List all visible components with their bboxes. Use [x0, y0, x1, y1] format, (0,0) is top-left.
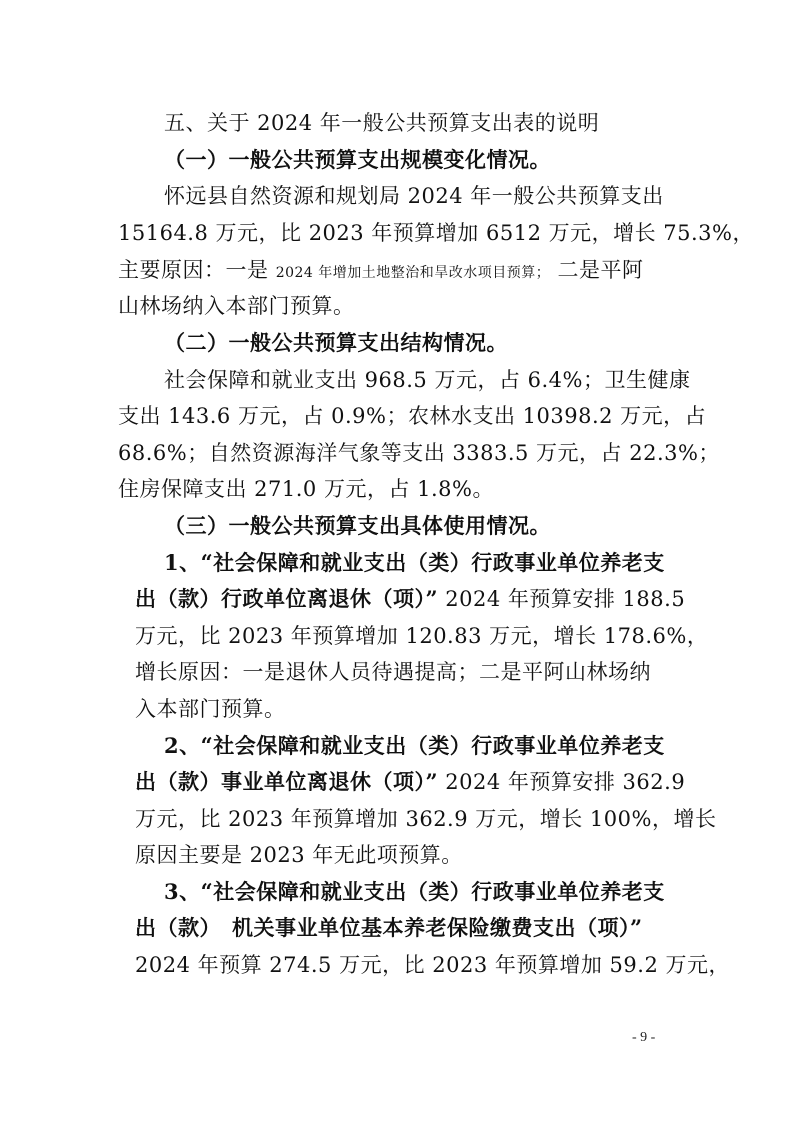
part2-line-1: 社会保障和就业支出 968.5 万元，占 6.4%；卫生健康 [164, 368, 691, 392]
item1-line-2 [135, 584, 685, 614]
item1-line-5: 入本部门预算。 [135, 697, 286, 721]
part1-line-3-a: 主要原因：一是 [118, 258, 269, 282]
part1-line-2: 15164.8 万元，比 2023 年预算增加 6512 万元，增长 75.3%， [118, 221, 754, 245]
part1-line-4: 山林场纳入本部门预算。 [118, 294, 355, 318]
item1-line-1: 1、“社会保障和就业支出（类）行政事业单位养老支 [164, 550, 665, 575]
page-number: - 9 - [632, 1030, 656, 1045]
part2-line-2: 支出 143.6 万元，占 0.9%；农林水支出 10398.2 万元，占 [118, 404, 707, 428]
item2-line-2 [135, 767, 685, 797]
item2-line-2-rest: 2024 年预算安排 362.9 [445, 770, 686, 794]
item1-line-2-bold: 出（款）行政单位离退休（项）” [135, 586, 439, 611]
part2-line-3: 68.6%；自然资源海洋气象等支出 3383.5 万元，占 22.3%； [118, 441, 720, 465]
item1-line-4: 增长原因：一是退休人员待遇提高；二是平阿山林场纳 [135, 660, 651, 684]
item2-line-4: 原因主要是 2023 年无此项预算。 [135, 843, 463, 867]
item3-line-2: 出（款） 机关事业单位基本养老保险缴费支出（项）” [135, 915, 643, 940]
item3-line-1: 3、“社会保障和就业支出（类）行政事业单位养老支 [164, 879, 665, 904]
part1-heading: （一）一般公共预算支出规模变化情况。 [164, 147, 551, 172]
item3-line-3: 2024 年预算 274.5 万元，比 2023 年预算增加 59.2 万元， [135, 953, 730, 977]
part2-heading: （二）一般公共预算支出结构情况。 [164, 330, 508, 355]
section-title: 五、关于 2024 年一般公共预算支出表的说明 [164, 111, 600, 135]
part1-line-3-b: 2024 年增加土地整治和旱改水项目预算； [275, 265, 551, 281]
part1-line-3-c: 二是平阿 [557, 258, 644, 282]
item2-line-3: 万元，比 2023 年预算增加 362.9 万元，增长 100%，增长 [135, 807, 717, 831]
part1-line-3 [118, 255, 643, 288]
part3-heading: （三）一般公共预算支出具体使用情况。 [164, 513, 551, 538]
item1-line-3: 万元，比 2023 年预算增加 120.83 万元，增长 178.6%， [135, 624, 709, 648]
item2-line-2-bold: 出（款）事业单位离退休（项）” [135, 769, 439, 794]
item2-line-1: 2、“社会保障和就业支出（类）行政事业单位养老支 [164, 733, 665, 758]
part2-line-4: 住房保障支出 271.0 万元，占 1.8%。 [118, 477, 494, 501]
item1-line-2-rest: 2024 年预算安排 188.5 [445, 587, 686, 611]
part1-line-1: 怀远县自然资源和规划局 2024 年一般公共预算支出 [164, 184, 664, 208]
